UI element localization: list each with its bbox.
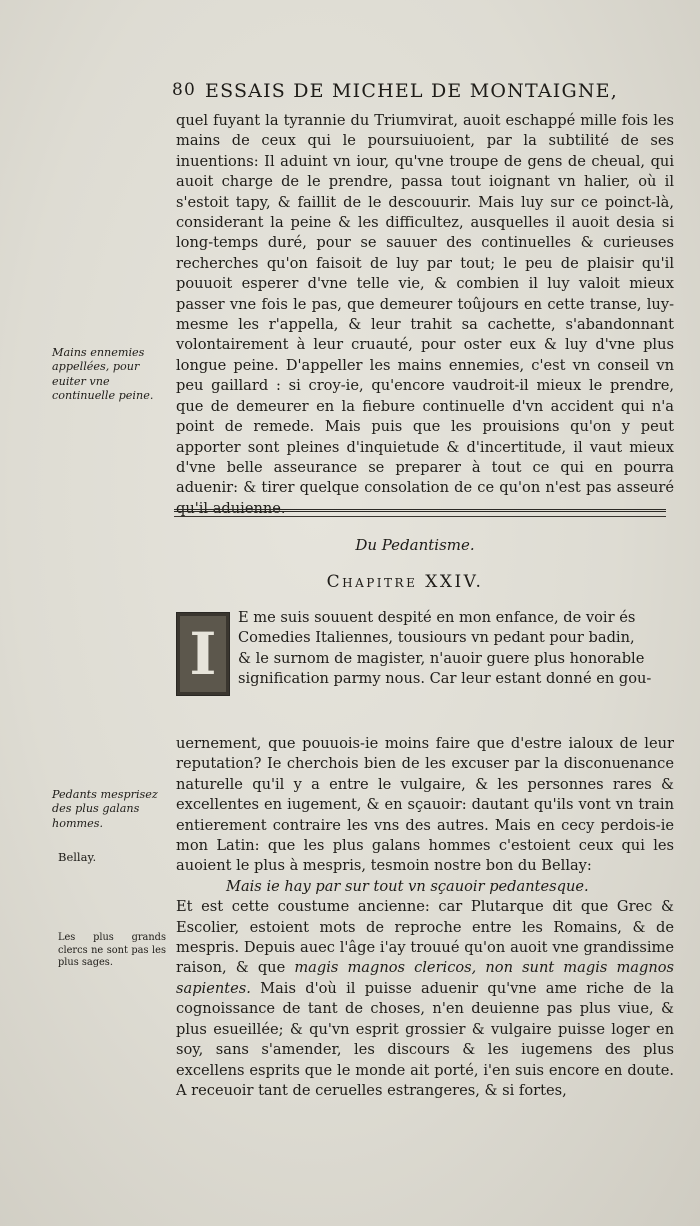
plutarque-text-a: Et est cette coustume ancienne: car Plutarque dit que Grec & Escolier, estoient mots de reproche entre les Romains, & de mespris. Depuis auec l'âge i'ay trouué qu'on auoit vne grandissime raison, & que xyxy=(176,898,674,977)
bellay-verse: Mais ie hay par sur tout vn sçauoir pedantesque. xyxy=(226,877,589,895)
section-divider xyxy=(174,509,666,512)
running-head: ESSAIS DE MICHEL DE MONTAIGNE, xyxy=(205,80,618,102)
body-text-top xyxy=(176,111,674,519)
chapter-heading xyxy=(0,572,700,592)
margin-note-mains-ennemies: Mains ennemies appellées, pour euiter vne continuelle peine. xyxy=(52,346,154,403)
latin-quotation: magis magnos clericos, non sunt magis magnos sapientes. xyxy=(176,959,674,997)
page-number: 80 xyxy=(172,80,197,100)
opening-line-3: & le surnom de magister, n'auoir guere plus honorable xyxy=(238,649,645,667)
body-text-chapter-opening xyxy=(176,608,674,690)
opening-line-4: signification parmy nous. Car leur estant donné en gou- xyxy=(238,670,652,688)
page-header xyxy=(172,80,672,106)
opening-line-1: E me suis souuent despité en mon enfance, de voir és xyxy=(238,609,636,626)
plutarque-text-b: Mais d'où il puisse aduenir qu'vne ame riche de la cognoissance de tant de choses, n'en deuienne pas plus viue, & plus esueillée; & qu'vn esprit grossier & vulgaire puisse loger en soy, sans s'amender, les discours & les iugemens des plus excellens esprits que le monde ait porté, i'en suis encore en doute. A receuoir tant de ceruelles estrangeres, & si fortes, xyxy=(176,979,674,1099)
body-text-pedantisme xyxy=(176,734,674,1101)
paragraph-triumvirat: quel fuyant la tyrannie du Triumvirat, auoit eschappé mille fois les mains de ceux qui le poursuiuoient, par la subtilité de ses inuentions: Il aduint vn iour, qu'vne troupe de gens de cheual, qui auoit charge de le prendre, passa tout ioignant vn halier, où il s'estoit tapy, & faillit de le descouurir. Mais luy sur ce poinct-là, considerant la peine & les difficultez, ausquelles il auoit desia si long-temps duré, pour se sauuer des continuelles & curieuses recherches qu'on faisoit de luy par tout; le peu de plaisir qu'il pouuoit esperer d'vne telle vie, & combien il luy valoit mieux passer vne fois le pas, que demeurer toûjours en cette transe, luy-mesme les r'appella, & leur trahit sa cachette, s'abandonnant volontairement à leur cruauté, pour oster eux & luy d'vne plus longue peine. D'appeller les mains ennemies, c'est vn conseil vn peu gaillard : si croy-ie, qu'encore vaudroit-il mieux le prendre, que de demeurer en la fiebure continuelle d'vn accident qui n'a point de remede. Mais puis que les prouisions qu'on y peut apporter sont pleines d'inquietude & d'incertitude, il vaut mieux d'vne belle asseurance se preparer à tout ce qui en pourra aduenir: & tirer quelque consolation de ce qu'on n'est pas asseuré qu'il aduienne. xyxy=(176,112,674,517)
margin-note-bellay: Bellay. xyxy=(58,850,97,864)
opening-line-2: Comedies Italiennes, tousiours vn pedant pour badin, xyxy=(238,629,635,647)
margin-note-clercs: Les plus grands clercs ne sont pas les plus sages. xyxy=(58,932,166,969)
ornamental-initial: I xyxy=(176,612,230,696)
paragraph-plutarque xyxy=(176,897,674,1101)
chapter-label: Chapitre XXIV. xyxy=(326,572,484,592)
section-title: Du Pedantisme. xyxy=(355,536,475,554)
margin-note-pedants: Pedants mesprisez des plus galans hommes. xyxy=(52,788,158,830)
paragraph-pedants: uernement, que pouuois-ie moins faire que d'estre ialoux de leur reputation? Ie cherchois bien de les excuser par la disconuenance naturelle qu'il y a entre le vulgaire, & les personnes rares & excellentes en iugement, & en sçauoir: dautant qu'ils vont vn train entierement contraire les vns des autres. Mais en cecy perdois-ie mon Latin: que les plus galans hommes c'estoient ceux qui les auoient le plus à mespris, tesmoin nostre bon du Bellay: xyxy=(176,735,674,875)
